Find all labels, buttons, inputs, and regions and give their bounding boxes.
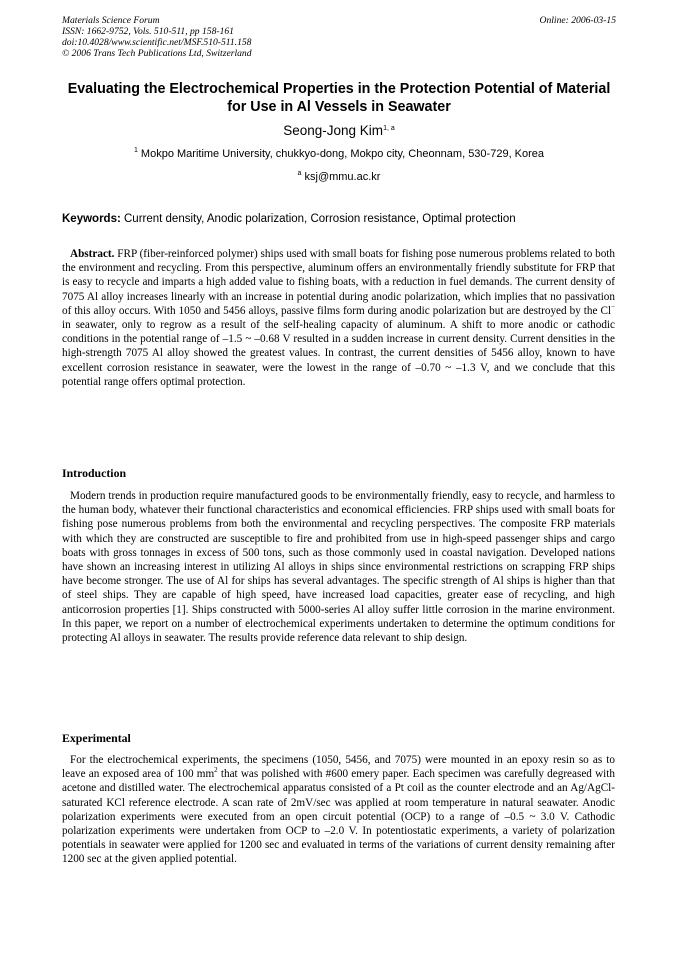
author-sup: 1, a	[383, 125, 395, 132]
abstract-text-1: FRP (fiber-reinforced polymer) ships used with small boats for fishing pose numerous problems related to both the environment and recycling. From this perspective, aluminum offers an environmentally friendly substitute for FRP that is easy to recycle and imparts a high added value to fishing boats, with a reduction in fuel demands. The current density of 7075 Al alloy increases linearly with an increase in potential during anodic polarization, which implies that no passivation of this alloy occurs. With 1050 and 5456 alloys, passive films form during anodic polarization but are destroyed by the	[62, 248, 615, 317]
abstract-label: Abstract.	[70, 248, 115, 260]
keywords-line	[62, 212, 616, 226]
doi-line: doi:10.4028/www.scientific.net/MSF.510-511.158	[62, 37, 252, 48]
experimental-text-2: that was polished with #600 emery paper. Each specimen was carefully degreased with acetone and distilled water. The electrochemical apparatus consisted of a Pt coil as the counter electrode and an Ag/AgCl-saturated KCl reference electrode. A scan rate of 2mV/sec was applied at room temperature in natural seawater. Anodic polarization experiments were executed from an open circuit potential (OCP) to a range of –0.5 ~ 3.0 V. Cathodic polarization experiments were undertaken from OCP to –2.0 V. In potentiostatic experiments, a variety of polarization potentials in seawater were applied for 1200 sec and evaluated in terms of the variations of current density remaining after 1200 sec at the given applied potential.	[62, 768, 615, 866]
affiliation-line	[62, 147, 616, 161]
area-unit-sup: 2	[214, 766, 218, 775]
email-sup: a	[297, 170, 302, 177]
paper-title: Evaluating the Electrochemical Properties in the Protection Potential of Material for Use in Al Vessels in Seawater	[67, 81, 611, 115]
keywords-label: Keywords:	[62, 213, 121, 225]
chloride-ion: Cl	[600, 304, 612, 317]
experimental-heading: Experimental	[62, 731, 131, 745]
affiliation-text: Mokpo Maritime University, chukkyo-dong, Mokpo city, Cheonnam, 530-729, Korea	[140, 148, 545, 160]
journal-name: Materials Science Forum	[62, 15, 160, 26]
online-date: Online: 2006-03-15	[539, 15, 616, 26]
copyright-line: © 2006 Trans Tech Publications Ltd, Switzerland	[62, 48, 252, 59]
abstract-text-2: in seawater, only to regrow as a result of the self-healing capacity of aluminum. A shift to more anodic or cathodic conditions in the potential range of –1.5 ~ –0.68 V resulted in a sudden increase in current density. Current densities in the high-strength 7075 Al alloy showed the greatest values. In contrast, the current densities of 5456 alloy, known to have excellent corrosion resistance in seawater, were the lowest in the range of –0.70 ~ –1.3 V, and we conclude that this potential range offers optimal protection.	[62, 319, 615, 388]
introduction-heading: Introduction	[62, 466, 127, 480]
chloride-ion-sup: −	[611, 302, 616, 311]
keywords-text: Current density, Anodic polarization, Corrosion resistance, Optimal protection	[124, 213, 516, 225]
experimental-paragraph	[62, 753, 615, 867]
introduction-paragraph: Modern trends in production require manufactured goods to be environmentally friendly, easy to recycle, and harmless to the human body, whatever their functional characteristics and economical efficiencies. FRP ships used with small boats for fishing pose numerous problems from both the environmental and recycling perspectives. The composite FRP materials with which they are constructed are susceptible to fire and prohibited from use in high-speed passenger ships and cargo boats with gross tonnages in excess of 500 tons, such as those commonly used in coastal navigation. Developed nations have shown an increasing interest in utilizing Al alloys in ships since environmental restrictions on scrapping FRP ships have become stronger. The use of Al for ships has several advantages. The specific strength of Al ships is higher than that of steel ships. They are capable of high speed, have increased load capacities, greater ease of recycling, and high anticorrosion properties [1]. Ships constructed with 5000-series Al alloy suffer little corrosion in the marine environment. In this paper, we report on a number of electrochemical experiments undertaken to determine the optimum conditions for protecting Al alloys in seawater. The results provide reference data relevant to ship design.	[62, 490, 615, 645]
issn-line: ISSN: 1662-9752, Vols. 510-511, pp 158-161	[62, 26, 234, 37]
author-name: Seong-Jong Kim	[283, 123, 384, 138]
affiliation-sup: 1	[133, 147, 138, 154]
journal-header	[62, 15, 252, 59]
email-text: ksj@mmu.ac.kr	[304, 171, 381, 183]
abstract-paragraph	[62, 247, 615, 389]
email-line	[62, 170, 616, 184]
author-line	[62, 123, 616, 139]
experimental-text-1: For the electrochemical experiments, the specimens (1050, 5456, and 7075) were mounted in an epoxy resin so as to leave an exposed area of 100 mm	[62, 754, 615, 781]
